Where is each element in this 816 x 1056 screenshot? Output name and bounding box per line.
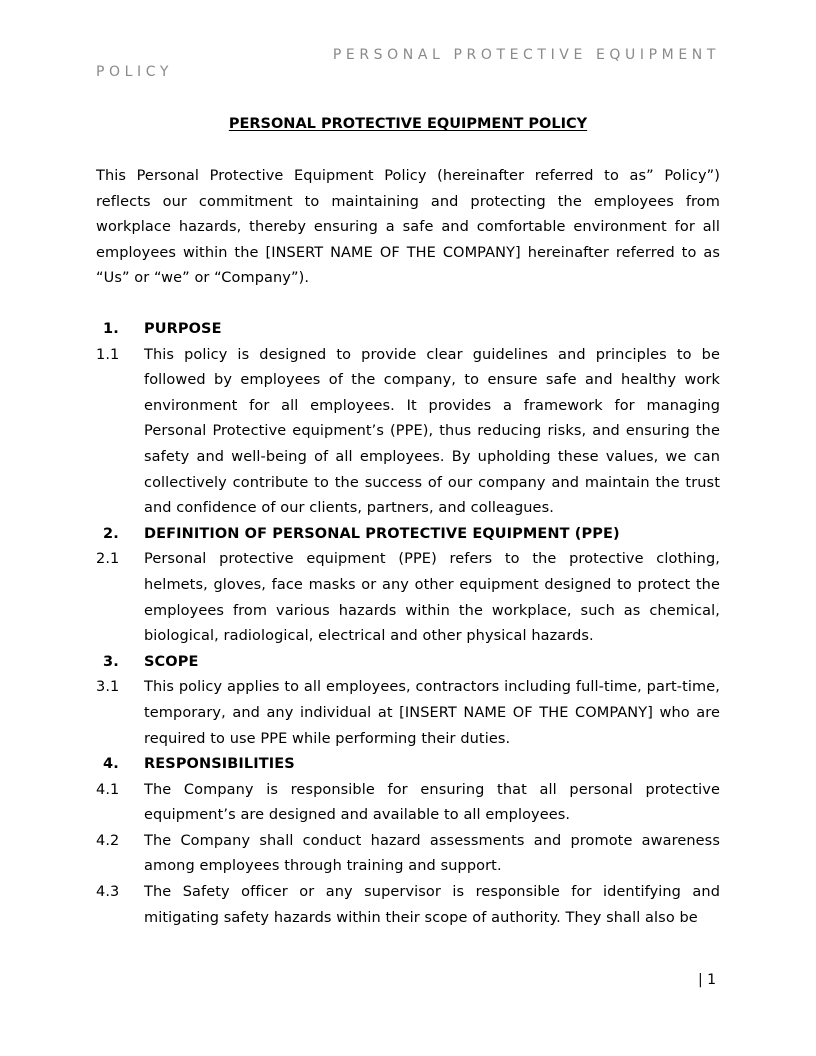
clause-4-1 [96, 778, 720, 829]
clause-number: 4.2 [96, 832, 120, 849]
clause-text: Personal protective equipment (PPE) refers to the protective clothing, helmets, gloves, face masks or any other equipment designed to protect the employees from various hazards within the workplace, such as chemical, biological, radiological, electrical and other physical hazards. [144, 551, 720, 645]
section-number: 2. [103, 525, 119, 542]
running-header-line-1: PERSONAL PROTECTIVE EQUIPMENT [332, 47, 720, 63]
clause-text: This policy is designed to provide clear guidelines and principles to be followed by employees of the company, to ensure safe and healthy work environment for all employees. It provides a framework for managing Personal Protective equipment’s (PPE), thus reducing risks, and ensuring the safety and well-being of all employees. By upholding these values, we can collectively contribute to the success of our company and maintain the trust and confidence of our clients, partners, and colleagues. [144, 346, 720, 517]
section-title: RESPONSIBILITIES [144, 756, 295, 773]
clause-number: 4.3 [96, 884, 120, 901]
section-title: SCOPE [144, 653, 199, 670]
clause-2-1 [96, 547, 720, 649]
section-number: 4. [103, 756, 119, 773]
policy-sections [96, 317, 720, 931]
clause-1-1 [96, 343, 720, 522]
section-number: 3. [103, 653, 119, 670]
clause-number: 4.1 [96, 781, 120, 798]
clause-number: 1.1 [96, 346, 120, 363]
section-heading-scope [96, 650, 720, 676]
section-heading-responsibilities [96, 752, 720, 778]
intro-paragraph: This Personal Protective Equipment Policy (hereinafter referred to as” Policy”) reflects our commitment to maintaining and protecting the employees from workplace hazards, thereby ensuring a safe and comfortable environment for all employees within the [INSERT NAME OF THE COMPANY] hereinafter referred to as “Us” or “we” or “Company”). [96, 168, 720, 287]
section-title: DEFINITION OF PERSONAL PROTECTIVE EQUIPMENT (PPE) [144, 525, 620, 542]
clause-3-1 [96, 675, 720, 752]
document-title: PERSONAL PROTECTIVE EQUIPMENT POLICY [228, 116, 588, 132]
section-heading-purpose [96, 317, 720, 343]
page-number: | 1 [698, 972, 717, 988]
running-header-line-2: POLICY [96, 64, 174, 80]
clause-number: 3.1 [96, 679, 120, 696]
section-heading-definition [96, 522, 720, 548]
clause-text: The Company is responsible for ensuring that all personal protective equipment’s are designed and available to all employees. [144, 781, 720, 824]
clause-4-3 [96, 880, 720, 931]
clause-text: The Safety officer or any supervisor is responsible for identifying and mitigating safety hazards within their scope of authority. They shall also be [144, 884, 720, 926]
running-header [96, 47, 720, 81]
clause-text: The Company shall conduct hazard assessments and promote awareness among employees through training and support. [144, 832, 720, 875]
clause-number: 2.1 [96, 551, 120, 568]
clause-text: This policy applies to all employees, contractors including full-time, part-time, temporary, and any individual at [INSERT NAME OF THE COMPANY] who are required to use PPE while performing their duties. [144, 679, 720, 747]
section-number: 1. [103, 321, 119, 337]
clause-4-2 [96, 829, 720, 880]
section-title: PURPOSE [144, 321, 222, 337]
